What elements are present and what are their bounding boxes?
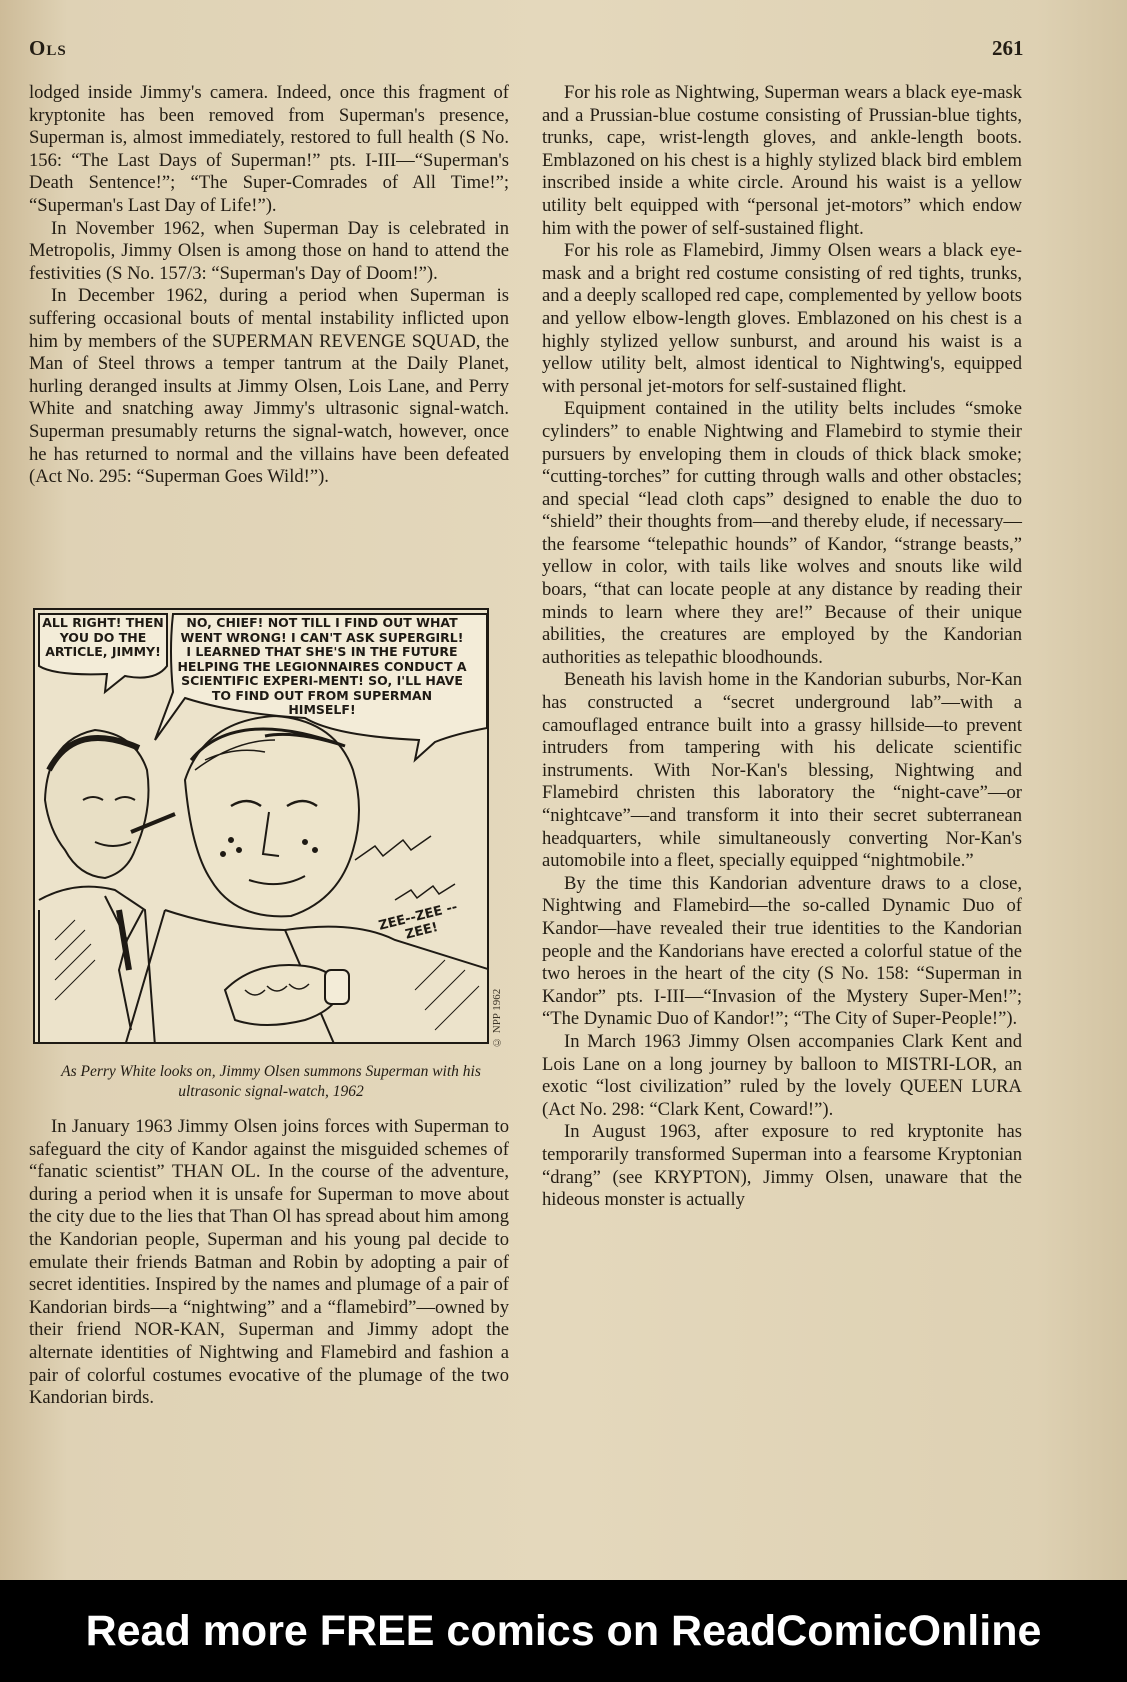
comic-panel <box>33 608 489 1044</box>
paragraph: In March 1963 Jimmy Olsen accompanies Clark Kent and Lois Lane on a long journey by balloon to MISTRI-LOR, an exotic “lost civilization” ruled by the lovely QUEEN LURA (Act No. 298: “Clark Kent, Coward!”). <box>542 1030 1022 1120</box>
running-head: Ols <box>29 36 67 60</box>
left-column-continued <box>29 1116 509 1410</box>
paragraph: Equipment contained in the utility belts includes “smoke cylinders” to enable Nightwing and Flamebird to stymie their pursuers by enveloping them in clouds of thick black smoke; “cutting-torches” for cutting through walls and other obstacles; and special “lead cloth caps” designed to enable the duo to “shield” their thoughts from—and thereby elude, if necessary—the fearsome “telepathic hounds” of Kandor, “strange beasts,” yellow in color, with tails like wolves and snouts like wild boars, “that can locate people at any distance by reading their minds to learn where they are!” Because of their unique abilities, the creatures are employed by the Kandorian authorities as telepathic bloodhounds. <box>542 398 1022 668</box>
left-column <box>29 82 509 489</box>
paragraph: In December 1962, during a period when Superman is suffering occasional bouts of mental instability inflicted upon him by members of the SUPERMAN REVENGE SQUAD, the Man of Steel throws a temper tantrum at the Daily Planet, hurling deranged insults at Jimmy Olsen, Lois Lane, and Perry White and snatching away Jimmy's ultrasonic signal-watch. Superman presumably returns the signal-watch, however, once he has returned to normal and the villains have been defeated (Act No. 295: “Superman Goes Wild!”). <box>29 285 509 488</box>
paragraph: In August 1963, after exposure to red kryptonite has temporarily transformed Superman into a fearsome Kryptonian “drang” (see KRYPTON), Jimmy Olsen, unaware that the hideous monster is actually <box>542 1121 1022 1211</box>
sound-effect: ZEE--ZEE --ZEE! <box>377 899 459 943</box>
promo-banner[interactable]: Read more FREE comics on ReadComicOnline <box>0 1580 1127 1682</box>
paragraph: For his role as Flamebird, Jimmy Olsen wears a black eye-mask and a bright red costume consisting of red tights, trunks, and a deeply scalloped red cape, complemented by yellow boots and yellow elbow-length gloves. Emblazoned on his chest is a highly stylized yellow sunburst, and around his waist is a yellow utility belt, almost identical to Nightwing's, equipped with personal jet-motors for self-sustained flight. <box>542 240 1022 397</box>
comic-figure <box>33 608 509 1048</box>
paragraph: In November 1962, when Superman Day is celebrated in Metropolis, Jimmy Olsen is among those on hand to attend the festivities (S No. 157/3: “Superman's Day of Doom!”). <box>29 217 509 284</box>
paragraph: In January 1963 Jimmy Olsen joins forces with Superman to safeguard the city of Kandor against the misguided schemes of “fanatic scientist” THAN OL. In the course of the adventure, during a period when it is unsafe for Superman to move about the city due to the lies that Than Ol has spread about him among the Kandorian people, Superman and his young pal decide to emulate their friends Batman and Robin by adopting a pair of secret identities. Inspired by the names and plumage of a pair of Kandorian birds—a “nightwing” and a “flamebird”—owned by their friend NOR-KAN, Superman and Jimmy adopt the alternate identities of Nightwing and Flamebird and fashion a pair of colorful costumes evocative of the plumage of the two Kandorian birds. <box>29 1116 509 1409</box>
speech-bubble-jimmy: NO, CHIEF! NOT TILL I FIND OUT WHAT WENT WRONG! I CAN'T ASK SUPERGIRL! I LEARNED THAT SHE'S IN THE FUTURE HELPING THE LEGIONNAIRES CONDUCT A SCIENTIFIC EXPERI-MENT! SO, I'LL HAVE TO FIND OUT FROM SUPERMAN HIMSELF! <box>177 615 467 717</box>
copyright-notice: © NPP 1962 <box>491 988 503 1048</box>
page-number: 261 <box>992 36 1024 60</box>
paragraph: lodged inside Jimmy's camera. Indeed, once this fragment of kryptonite has been removed from Superman's presence, Superman is, almost immediately, restored to full health (S No. 156: “The Last Days of Superman!” pts. I-III—“Superman's Death Sentence!”; “The Super-Comrades of All Time!”; “Superman's Last Day of Life!”). <box>29 82 509 216</box>
paragraph: By the time this Kandorian adventure draws to a close, Nightwing and Flamebird—the so-called Dynamic Duo of Kandor—have revealed their true identities to the Kandorian people and the Kandorians have erected a colorful statue of the two heroes in the heart of the city (S No. 158: “Superman in Kandor” pts. I-III—“Invasion of the Mystery Super-Men!”; “The Dynamic Duo of Kandor!”; “The City of Super-People!”). <box>542 872 1022 1030</box>
figure-caption: As Perry White looks on, Jimmy Olsen summons Superman with his ultrasonic signal-watch, 1962 <box>61 1063 481 1100</box>
paragraph: For his role as Nightwing, Superman wears a black eye-mask and a Prussian-blue costume consisting of Prussian-blue tights, trunks, cape, wrist-length gloves, and ankle-length boots. Emblazoned on his chest is a highly stylized black bird emblem inscribed inside a white circle. Around his waist is a yellow utility belt equipped with “personal jet-motors” which endow him with the power of self-sustained flight. <box>542 82 1022 239</box>
paragraph: Beneath his lavish home in the Kandorian suburbs, Nor-Kan has constructed a “secret underground lab”—with a camouflaged entrance built into a grassy hillside—to prevent intruders from tampering with his delicate scientific instruments. With Nor-Kan's blessing, Nightwing and Flamebird christen this laboratory the “night-cave”—or “nightcave”—and transform it into their secret subterranean headquarters, while simultaneously converting Nor-Kan's automobile into a fleet, specially equipped “nightmobile.” <box>542 669 1022 872</box>
speech-bubble-perry: ALL RIGHT! THEN YOU DO THE ARTICLE, JIMMY! <box>42 615 164 659</box>
right-column <box>542 82 1022 1212</box>
